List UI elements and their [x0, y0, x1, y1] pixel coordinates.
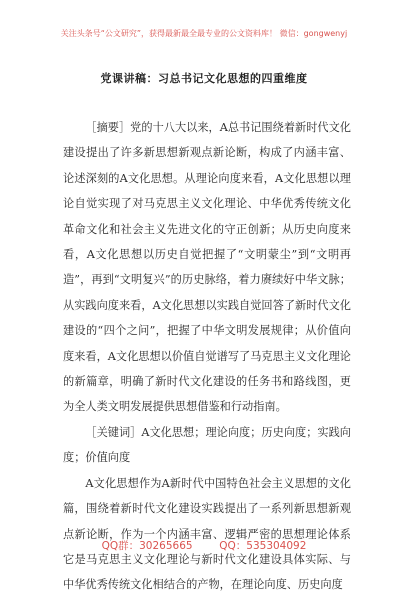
body-paragraph: A文化思想作为A新时代中国特色社会主义思想的文化篇，围绕着新时代文化建设实践提出了一系列新思想新观点新论断，作为一个内涵丰富、逻辑严密的思想理论体系它是马克思主义文化理论与新时代文化建设具体实际、与中华优秀传统文化相结合的产物，在理论向度、历史向度 [63, 476, 351, 592]
abstract-paragraph: ［摘要］党的十八大以来，A总书记围绕着新时代文化建设提出了许多新思想新观点新论断，构成了内涵丰富、论述深刻的A文化思想。从理论向度来看，A文化思想以理论自觉实现了对马克思主义文化理论、中华优秀传统文化革命文化和社会主义先进文化的守正创新；从历史向度来看，A文化思想以历史自觉把握了“文明蒙尘”到“文明再造”，再到“文明复兴”的历史脉络，着力赓续好中华文脉；从实践向度来看，A文化思想以实践自觉回答了新时代文化建设的“四个之问”，把握了中华文明发展规律；从价值向度来看，A文化思想以价值自觉谱写了马克思主义文化理论的新篇章，明确了新时代文化建设的任务书和路线图，更为全人类文明发展提供思想借鉴和行动指南。 [63, 121, 351, 414]
footer-contacts: QQ群：30265665 QQ：535304092 [101, 540, 307, 552]
page-title: 党课讲稿：习总书记文化思想的四重维度 [100, 72, 308, 85]
keywords-paragraph: ［关键词］A文化思想；理论向度；历史向度；实践向度；价值向度 [63, 425, 351, 465]
document-body [63, 115, 351, 598]
header-notice: 关注头条号“公文研究”，获得最新最全最专业的公文资料库！ 微信：gongwenyj [60, 29, 348, 38]
